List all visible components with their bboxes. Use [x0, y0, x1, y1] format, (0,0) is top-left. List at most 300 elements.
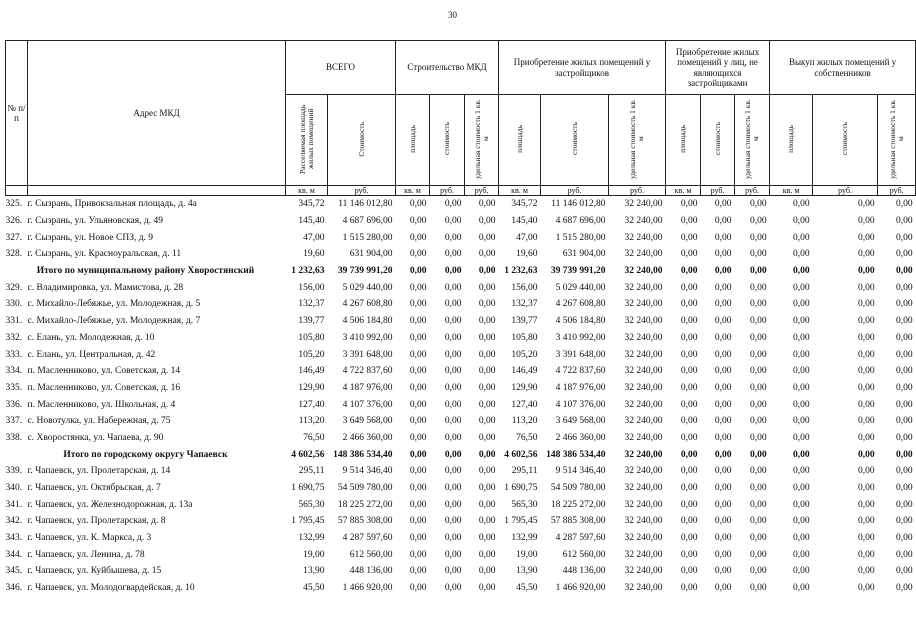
value-cell: 0,00	[895, 332, 913, 343]
value-cell: 0,00	[409, 299, 427, 310]
unit-cell: руб.	[465, 186, 499, 196]
value-cell: 0,00	[478, 499, 496, 510]
value-cell: 0,00	[478, 399, 496, 410]
unit-cell: руб.	[813, 186, 878, 196]
value-cell: 76,50	[516, 432, 538, 443]
value-cell: 0,00	[749, 533, 767, 544]
value-cell: 0,00	[792, 216, 810, 227]
value-cell: 0,00	[680, 266, 698, 277]
value-cell: 1 232,63	[291, 266, 325, 277]
value-cell: 0,00	[409, 466, 427, 477]
value-cell: 0,00	[714, 533, 732, 544]
row-address: п. Масленниково, ул. Советская, д. 14	[27, 366, 181, 377]
value-cell: 0,00	[444, 533, 462, 544]
table-row	[6, 496, 916, 513]
value-cell: 32 240,00	[624, 566, 663, 577]
row-number: 334.	[5, 366, 23, 377]
value-cell: 0,00	[680, 282, 698, 293]
value-cell: 4 506 184,80	[555, 316, 606, 327]
value-cell: 0,00	[857, 533, 875, 544]
header-sub-cell	[609, 95, 666, 186]
value-cell: 0,00	[857, 316, 875, 327]
value-cell: 0,00	[857, 549, 875, 560]
header-sub-cell	[770, 95, 813, 186]
value-cell: 0,00	[857, 282, 875, 293]
value-cell: 0,00	[478, 266, 496, 277]
value-cell: 0,00	[749, 549, 767, 560]
value-cell: 0,00	[714, 366, 732, 377]
value-cell: 0,00	[792, 499, 810, 510]
value-cell: 39 739 991,20	[550, 266, 606, 277]
value-cell: 1 232,63	[504, 266, 538, 277]
value-cell: 0,00	[680, 316, 698, 327]
value-cell: 0,00	[749, 216, 767, 227]
value-cell: 0,00	[792, 366, 810, 377]
value-cell: 45,50	[303, 583, 325, 594]
value-cell: 146,49	[298, 366, 325, 377]
value-cell: 32 240,00	[624, 399, 663, 410]
row-address: г. Сызрань, ул. Красноуральская, д. 11	[27, 249, 182, 260]
value-cell: 0,00	[444, 216, 462, 227]
value-cell: 0,00	[749, 566, 767, 577]
value-cell: 0,00	[895, 516, 913, 527]
value-cell: 295,11	[298, 466, 325, 477]
row-number: 346.	[5, 583, 23, 594]
value-cell: 0,00	[444, 332, 462, 343]
value-cell: 0,00	[792, 349, 810, 360]
header-sub-cell	[735, 95, 770, 186]
value-cell: 0,00	[857, 332, 875, 343]
value-cell: 0,00	[478, 466, 496, 477]
header-sub-cell	[328, 95, 396, 186]
value-cell: 11 146 012,80	[541, 196, 609, 213]
value-cell: 0,00	[430, 196, 465, 213]
header-sub-label: площадь	[786, 124, 796, 153]
value-cell: 0,00	[749, 466, 767, 477]
value-cell: 1 466 920,00	[555, 583, 606, 594]
value-cell: 0,00	[857, 416, 875, 427]
value-cell: 3 649 568,00	[342, 416, 393, 427]
value-cell: 0,00	[857, 382, 875, 393]
value-cell: 0,00	[792, 332, 810, 343]
value-cell: 0,00	[680, 516, 698, 527]
value-cell: 0,00	[749, 516, 767, 527]
header-sub-label: площадь	[678, 124, 688, 153]
value-cell: 0,00	[714, 399, 732, 410]
value-cell: 0,00	[444, 466, 462, 477]
row-number: 331.	[5, 316, 23, 327]
unit-cell: кв. м	[396, 186, 430, 196]
value-cell: 0,00	[792, 382, 810, 393]
value-cell: 0,00	[792, 399, 810, 410]
value-cell: 0,00	[749, 282, 767, 293]
value-cell: 0,00	[409, 432, 427, 443]
value-cell: 127,40	[511, 399, 538, 410]
value-cell: 0,00	[792, 449, 810, 460]
value-cell: 0,00	[895, 499, 913, 510]
value-cell: 0,00	[857, 232, 875, 243]
value-cell: 0,00	[409, 316, 427, 327]
value-cell: 0,00	[409, 249, 427, 260]
table-row	[6, 279, 916, 296]
value-cell: 0,00	[478, 416, 496, 427]
value-cell: 0,00	[857, 449, 875, 460]
unit-cell: руб.	[430, 186, 465, 196]
value-cell: 0,00	[792, 232, 810, 243]
value-cell: 1 795,45	[291, 516, 325, 527]
value-cell: 32 240,00	[624, 249, 663, 260]
value-cell: 0,00	[895, 483, 913, 494]
value-cell: 0,00	[478, 549, 496, 560]
units-cell-empty	[6, 186, 28, 196]
value-cell: 0,00	[680, 299, 698, 310]
value-cell: 0,00	[792, 282, 810, 293]
value-cell: 0,00	[792, 316, 810, 327]
value-cell: 0,00	[749, 349, 767, 360]
value-cell: 1 690,75	[504, 483, 538, 494]
value-cell: 76,50	[303, 432, 325, 443]
value-cell: 0,00	[444, 249, 462, 260]
value-cell: 0,00	[396, 196, 430, 213]
value-cell: 139,77	[511, 316, 538, 327]
value-cell: 0,00	[749, 232, 767, 243]
value-cell: 4 602,56	[291, 449, 325, 460]
value-cell: 0,00	[478, 299, 496, 310]
value-cell: 9 514 346,40	[555, 466, 606, 477]
value-cell: 0,00	[409, 266, 427, 277]
value-cell: 105,80	[298, 332, 325, 343]
value-cell: 0,00	[714, 249, 732, 260]
value-cell: 0,00	[749, 483, 767, 494]
value-cell: 0,00	[409, 516, 427, 527]
value-cell: 32 240,00	[624, 583, 663, 594]
value-cell: 0,00	[895, 399, 913, 410]
value-cell: 448 136,00	[349, 566, 393, 577]
value-cell: 0,00	[444, 382, 462, 393]
row-address: г. Чапаевск, ул. Пролетарская, д. 8	[27, 516, 166, 527]
value-cell: 0,00	[714, 266, 732, 277]
value-cell: 345,72	[286, 196, 328, 213]
subtotal-label: Итого по муниципальному району Хворостянский	[36, 266, 255, 277]
value-cell: 0,00	[749, 416, 767, 427]
value-cell: 631 904,00	[349, 249, 393, 260]
value-cell: 4 107 376,00	[342, 399, 393, 410]
housing-table	[5, 40, 916, 597]
value-cell: 0,00	[444, 349, 462, 360]
value-cell: 0,00	[478, 316, 496, 327]
table-row	[6, 580, 916, 597]
header-sub-label: стоимость	[840, 122, 850, 156]
value-cell: 0,00	[857, 499, 875, 510]
value-cell: 54 509 780,00	[337, 483, 393, 494]
value-cell: 0,00	[409, 216, 427, 227]
value-cell: 0,00	[895, 299, 913, 310]
value-cell: 32 240,00	[624, 533, 663, 544]
value-cell: 0,00	[857, 466, 875, 477]
row-number: 325.	[6, 196, 28, 213]
value-cell: 3 391 648,00	[342, 349, 393, 360]
row-address: г. Чапаевск, ул. Октябрьская, д. 7	[27, 483, 161, 494]
value-cell: 156,00	[298, 282, 325, 293]
page-number: 30	[448, 10, 457, 20]
value-cell: 0,00	[444, 499, 462, 510]
value-cell: 0,00	[680, 432, 698, 443]
value-cell: 4 287 597,60	[342, 533, 393, 544]
value-cell: 13,90	[303, 566, 325, 577]
value-cell: 0,00	[714, 499, 732, 510]
value-cell: 0,00	[792, 266, 810, 277]
value-cell: 0,00	[680, 499, 698, 510]
value-cell: 0,00	[714, 449, 732, 460]
table-row	[6, 413, 916, 430]
row-number: 327.	[5, 232, 23, 243]
value-cell: 13,90	[516, 566, 538, 577]
value-cell: 32 240,00	[624, 466, 663, 477]
header-sub-cell	[813, 95, 878, 186]
value-cell: 0,00	[714, 332, 732, 343]
value-cell: 0,00	[749, 583, 767, 594]
value-cell: 0,00	[478, 232, 496, 243]
table-row	[6, 463, 916, 480]
value-cell: 19,60	[516, 249, 538, 260]
value-cell: 156,00	[511, 282, 538, 293]
row-address: с. Хворостянка, ул. Чапаева, д. 90	[27, 432, 164, 443]
value-cell: 4 602,56	[504, 449, 538, 460]
header-group-total: ВСЕГО	[286, 41, 396, 95]
row-address: п. Масленниково, ул. Советская, д. 16	[27, 382, 181, 393]
value-cell: 105,20	[511, 349, 538, 360]
value-cell: 32 240,00	[624, 282, 663, 293]
row-number: 342.	[5, 516, 23, 527]
value-cell: 0,00	[444, 366, 462, 377]
value-cell: 0,00	[409, 416, 427, 427]
value-cell: 0,00	[749, 299, 767, 310]
unit-cell: руб.	[878, 186, 916, 196]
value-cell: 448 136,00	[562, 566, 606, 577]
value-cell: 3 391 648,00	[555, 349, 606, 360]
table-row	[6, 229, 916, 246]
header-sub-label: стоимость	[712, 122, 722, 156]
value-cell: 145,40	[298, 216, 325, 227]
value-cell: 0,00	[749, 266, 767, 277]
value-cell: 0,00	[714, 232, 732, 243]
value-cell: 0,00	[749, 432, 767, 443]
header-group-build: Строительство МКД	[396, 41, 499, 95]
row-address: г. Чапаевск, ул. Железнодорожная, д. 13а	[27, 499, 193, 510]
value-cell: 0,00	[714, 466, 732, 477]
value-cell: 47,00	[516, 232, 538, 243]
value-cell: 132,37	[298, 299, 325, 310]
header-sub-cell	[541, 95, 609, 186]
value-cell: 0,00	[749, 399, 767, 410]
value-cell: 0,00	[792, 566, 810, 577]
units-cell-empty	[28, 186, 286, 196]
row-number: 333.	[5, 349, 23, 360]
value-cell: 0,00	[444, 266, 462, 277]
value-cell: 0,00	[478, 432, 496, 443]
value-cell: 4 687 696,00	[555, 216, 606, 227]
header-sub-cell	[286, 95, 328, 186]
value-cell: 0,00	[895, 282, 913, 293]
header-address: Адрес МКД	[28, 41, 286, 186]
value-cell: 0,00	[749, 382, 767, 393]
value-cell: 0,00	[409, 382, 427, 393]
value-cell: 1 466 920,00	[342, 583, 393, 594]
value-cell: 57 885 308,00	[337, 516, 393, 527]
row-number: 338.	[5, 432, 23, 443]
value-cell: 2 466 360,00	[342, 432, 393, 443]
subtotal-label: Итого по городскому округу Чапаевск	[63, 449, 228, 460]
value-cell: 0,00	[444, 416, 462, 427]
header-sub-label: удельная стоимость 1 кв. м	[472, 98, 490, 179]
table-row	[6, 430, 916, 447]
header-sub-label: Расселяемая площадь жилых помещений	[297, 104, 315, 174]
value-cell: 0,00	[857, 583, 875, 594]
value-cell: 0,00	[444, 232, 462, 243]
header-num: № п/п	[6, 41, 28, 186]
header-sub-label: площадь	[407, 124, 417, 153]
table-header	[6, 41, 916, 196]
value-cell: 0,00	[478, 483, 496, 494]
value-cell: 0,00	[680, 449, 698, 460]
table-row	[6, 330, 916, 347]
value-cell: 0,00	[409, 282, 427, 293]
value-cell: 0,00	[666, 196, 701, 213]
unit-cell: кв. м	[499, 186, 541, 196]
unit-cell: кв. м	[770, 186, 813, 196]
value-cell: 47,00	[303, 232, 325, 243]
value-cell: 0,00	[895, 416, 913, 427]
value-cell: 32 240,00	[624, 382, 663, 393]
value-cell: 0,00	[895, 349, 913, 360]
value-cell: 0,00	[770, 196, 813, 213]
value-cell: 0,00	[680, 549, 698, 560]
value-cell: 32 240,00	[624, 432, 663, 443]
value-cell: 0,00	[680, 232, 698, 243]
value-cell: 0,00	[444, 549, 462, 560]
value-cell: 0,00	[680, 382, 698, 393]
header-sub-label: Стоимость	[356, 121, 366, 157]
row-address: г. Сызрань, ул. Новое СПЗ, д. 9	[27, 232, 154, 243]
value-cell: 0,00	[680, 349, 698, 360]
unit-cell: руб.	[541, 186, 609, 196]
value-cell: 11 146 012,80	[328, 196, 396, 213]
header-sub-label: стоимость	[442, 122, 452, 156]
value-cell: 0,00	[714, 216, 732, 227]
value-cell: 0,00	[680, 466, 698, 477]
row-address: с. Михайло-Лебяжье, ул. Молодежная, д. 7	[27, 316, 201, 327]
table-row	[6, 213, 916, 230]
row-number: 329.	[5, 282, 23, 293]
value-cell: 0,00	[465, 196, 499, 213]
value-cell: 32 240,00	[609, 196, 666, 213]
value-cell: 1 515 280,00	[342, 232, 393, 243]
header-sub-cell	[396, 95, 430, 186]
header-sub-label: площадь	[514, 124, 524, 153]
table-row	[6, 480, 916, 497]
unit-cell: руб.	[328, 186, 396, 196]
value-cell: 0,00	[895, 316, 913, 327]
header-sub-cell	[499, 95, 541, 186]
row-address: г. Чапаевск, ул. Куйбышева, д. 15	[27, 566, 162, 577]
value-cell: 0,00	[895, 533, 913, 544]
value-cell: 0,00	[895, 432, 913, 443]
value-cell: 0,00	[857, 566, 875, 577]
value-cell: 18 225 272,00	[550, 499, 606, 510]
value-cell: 0,00	[701, 196, 735, 213]
value-cell: 18 225 272,00	[337, 499, 393, 510]
value-cell: 0,00	[895, 466, 913, 477]
value-cell: 0,00	[409, 533, 427, 544]
value-cell: 0,00	[478, 349, 496, 360]
value-cell: 4 267 608,80	[342, 299, 393, 310]
value-cell: 0,00	[444, 566, 462, 577]
value-cell: 4 506 184,80	[342, 316, 393, 327]
header-sub-label: стоимость	[569, 122, 579, 156]
value-cell: 0,00	[444, 316, 462, 327]
value-cell: 0,00	[409, 549, 427, 560]
row-address: г. Чапаевск, ул. К. Маркса, д. 3	[27, 533, 152, 544]
value-cell: 4 187 976,00	[342, 382, 393, 393]
value-cell: 0,00	[895, 382, 913, 393]
value-cell: 0,00	[444, 282, 462, 293]
value-cell: 0,00	[478, 449, 496, 460]
value-cell: 19,00	[516, 549, 538, 560]
table-row	[6, 246, 916, 263]
subtotal-row	[6, 446, 916, 463]
value-cell: 1 515 280,00	[555, 232, 606, 243]
value-cell: 4 107 376,00	[555, 399, 606, 410]
header-sub-label: удельная стоимость 1 кв. м	[628, 98, 646, 179]
value-cell: 0,00	[895, 566, 913, 577]
table-row	[6, 296, 916, 313]
value-cell: 54 509 780,00	[550, 483, 606, 494]
value-cell: 0,00	[749, 332, 767, 343]
row-address: с. Михайло-Лебяжье, ул. Молодежная, д. 5	[27, 299, 201, 310]
value-cell: 32 240,00	[624, 332, 663, 343]
value-cell: 32 240,00	[624, 483, 663, 494]
value-cell: 0,00	[895, 266, 913, 277]
table-row	[6, 530, 916, 547]
row-number: 340.	[5, 483, 23, 494]
value-cell: 0,00	[409, 332, 427, 343]
header-sub-cell	[878, 95, 916, 186]
row-number: 341.	[5, 499, 23, 510]
row-number: 336.	[5, 399, 23, 410]
value-cell: 0,00	[478, 583, 496, 594]
row-number: 339.	[5, 466, 23, 477]
value-cell: 0,00	[714, 566, 732, 577]
value-cell: 0,00	[857, 349, 875, 360]
value-cell: 612 560,00	[349, 549, 393, 560]
value-cell: 0,00	[680, 483, 698, 494]
row-address: с. Елань, ул. Центральная, д. 42	[27, 349, 156, 360]
row-address: г. Сызрань, Привокзальная площадь, д. 4а	[28, 196, 286, 213]
value-cell: 0,00	[409, 366, 427, 377]
header-sub-cell	[666, 95, 701, 186]
value-cell: 19,00	[303, 549, 325, 560]
value-cell: 19,60	[303, 249, 325, 260]
value-cell: 0,00	[878, 196, 916, 213]
value-cell: 32 240,00	[624, 299, 663, 310]
value-cell: 0,00	[792, 432, 810, 443]
value-cell: 631 904,00	[562, 249, 606, 260]
value-cell: 113,20	[298, 416, 325, 427]
value-cell: 0,00	[409, 449, 427, 460]
value-cell: 0,00	[444, 483, 462, 494]
value-cell: 0,00	[857, 249, 875, 260]
value-cell: 0,00	[792, 549, 810, 560]
